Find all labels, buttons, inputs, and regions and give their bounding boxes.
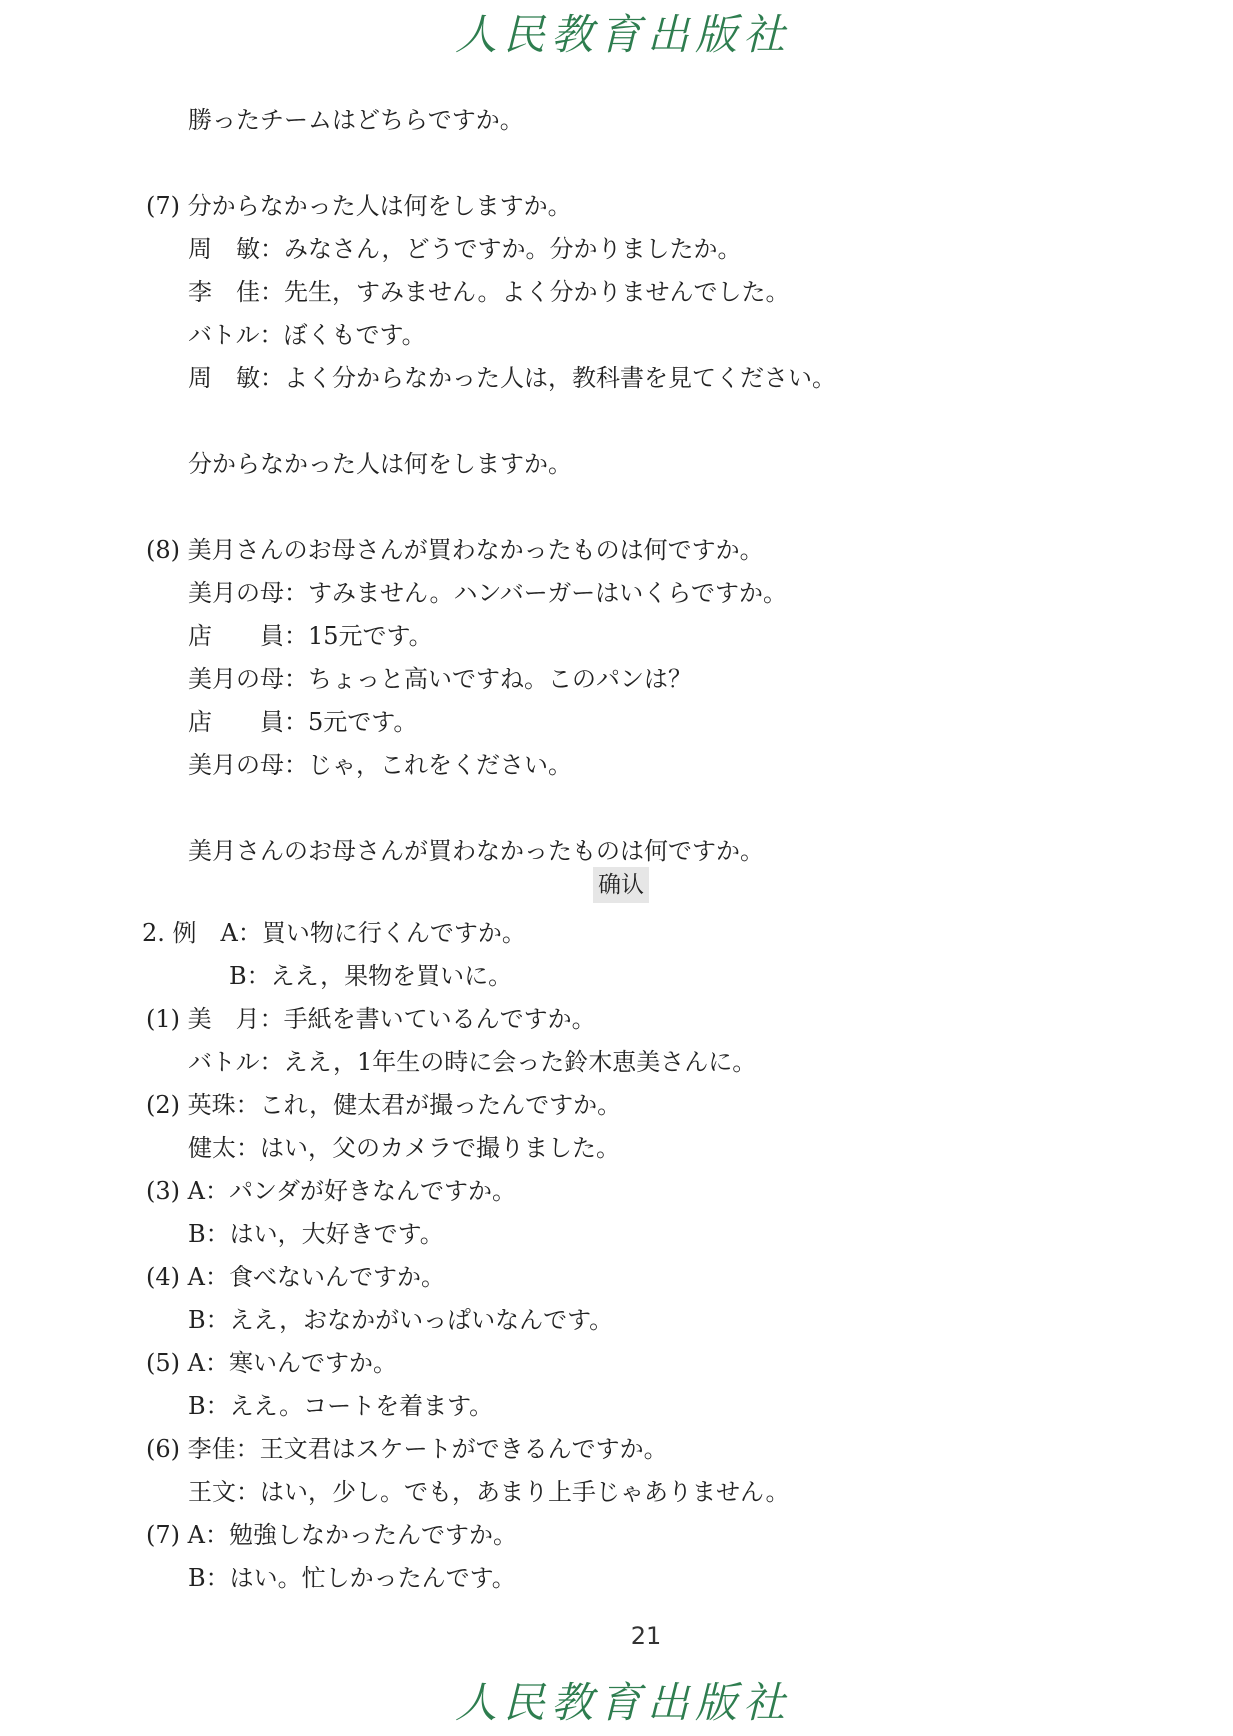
q8-dialogue-line: 美月の母：ちょっと高いですね。このパンは？ bbox=[188, 665, 692, 693]
example-line: 2. 例 A：買い物に行くんですか。 bbox=[142, 919, 526, 947]
q8-title: (8) 美月さんのお母さんが買わなかったものは何ですか。 bbox=[146, 536, 764, 564]
exercise-line: 健太：はい，父のカメラで撮りました。 bbox=[188, 1134, 620, 1162]
exercise-line: 王文：はい，少し。でも，あまり上手じゃありません。 bbox=[188, 1478, 790, 1506]
q7-dialogue-line: バトル：ぼくもです。 bbox=[188, 321, 426, 349]
exercise-line: B：はい，大好きです。 bbox=[188, 1220, 444, 1248]
q8-question-repeat: 美月さんのお母さんが買わなかったものは何ですか。 bbox=[188, 837, 764, 865]
q7-dialogue-line: 李 佳：先生，すみません。よく分かりませんでした。 bbox=[188, 278, 790, 306]
exercise-line: バトル：ええ，1年生の時に会った鈴木恵美さんに。 bbox=[188, 1048, 757, 1076]
q7-dialogue-line: 周 敏：みなさん，どうですか。分かりましたか。 bbox=[188, 235, 742, 263]
exercise-line: (4) A：食べないんですか。 bbox=[146, 1263, 445, 1291]
exercise-line: (7) A：勉強しなかったんですか。 bbox=[146, 1521, 517, 1549]
page-number: 21 bbox=[630, 1622, 662, 1650]
exercise-line: B：はい。忙しかったんです。 bbox=[188, 1564, 516, 1592]
example-line: B：ええ，果物を買いに。 bbox=[229, 962, 513, 990]
q7-title: (7) 分からなかった人は何をしますか。 bbox=[146, 192, 572, 220]
confirm-button[interactable]: 确认 bbox=[593, 867, 649, 903]
q7-dialogue-line: 周 敏：よく分からなかった人は，教科書を見てください。 bbox=[188, 364, 836, 392]
q7-question-repeat: 分からなかった人は何をしますか。 bbox=[188, 450, 572, 478]
q8-dialogue-line: 美月の母：じゃ，これをください。 bbox=[188, 751, 572, 779]
q8-dialogue-line: 店 員：5元です。 bbox=[188, 708, 418, 736]
exercise-line: B：ええ。コートを着ます。 bbox=[188, 1392, 494, 1420]
q8-dialogue-line: 美月の母：すみません。ハンバーガーはいくらですか。 bbox=[188, 579, 788, 607]
q6-question-repeat: 勝ったチームはどちらですか。 bbox=[188, 106, 524, 134]
exercise-line: (6) 李佳：王文君はスケートができるんですか。 bbox=[146, 1435, 668, 1463]
q8-dialogue-line: 店 員：15元です。 bbox=[188, 622, 433, 650]
publisher-logo-top: 人民教育出版社 bbox=[455, 10, 792, 59]
exercise-line: (5) A：寒いんですか。 bbox=[146, 1349, 397, 1377]
exercise-line: B：ええ，おなかがいっぱいなんです。 bbox=[188, 1306, 614, 1334]
publisher-logo-bottom: 人民教育出版社 bbox=[455, 1678, 792, 1727]
exercise-line: (1) 美 月：手紙を書いているんですか。 bbox=[146, 1005, 596, 1033]
exercise-line: (3) A：パンダが好きなんですか。 bbox=[146, 1177, 516, 1205]
exercise-line: (2) 英珠：これ，健太君が撮ったんですか。 bbox=[146, 1091, 622, 1119]
